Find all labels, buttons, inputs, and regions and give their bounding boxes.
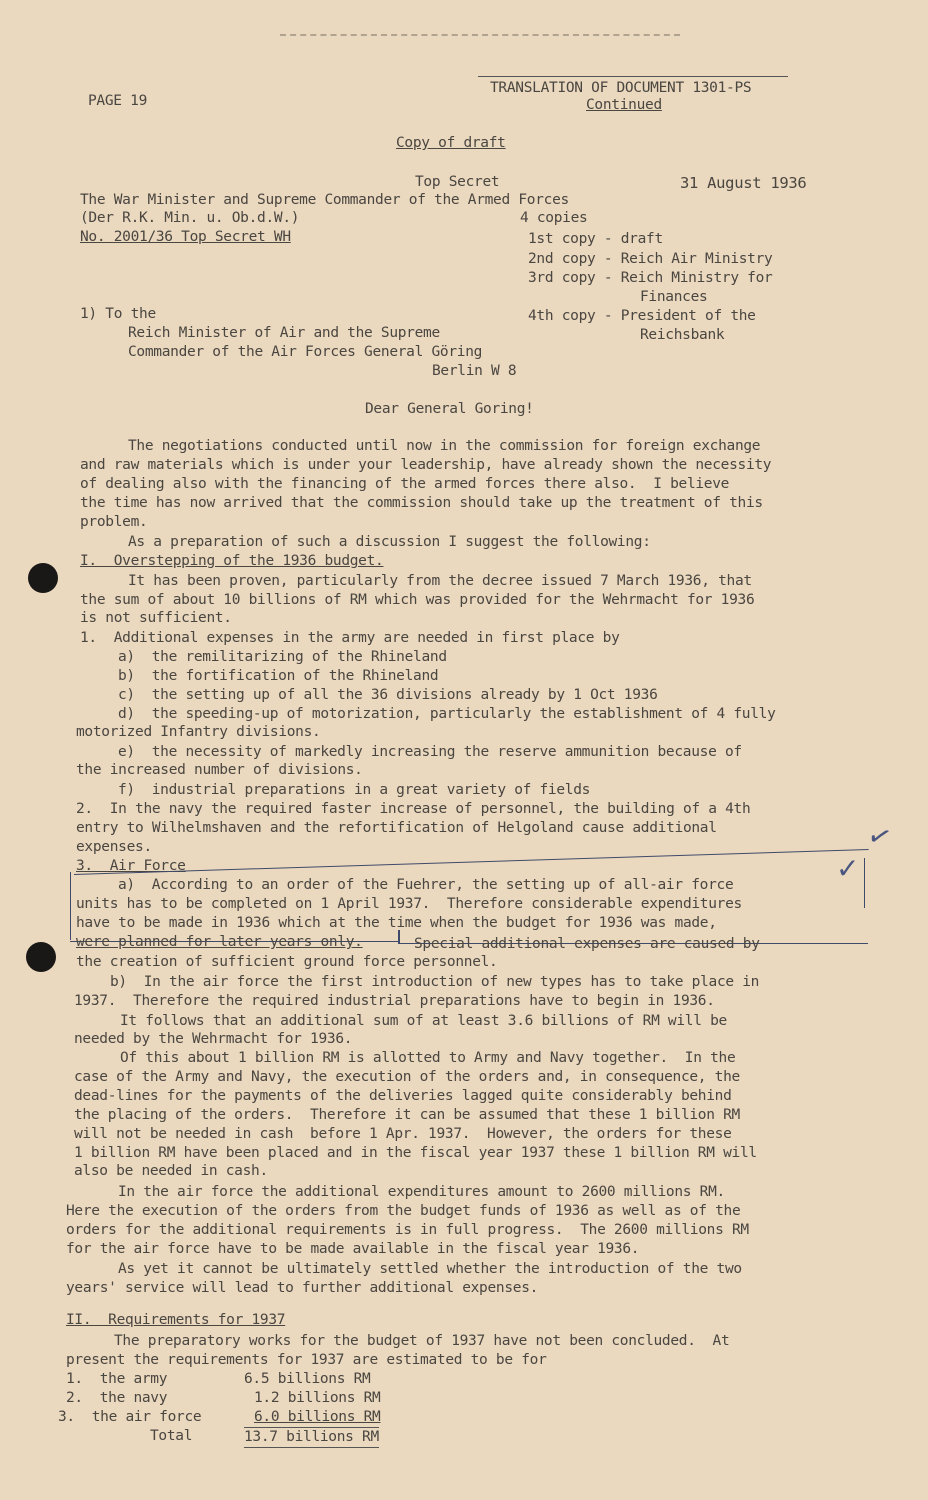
body-line: case of the Army and Navy, the execution of the orders and, in consequence, the — [74, 1069, 740, 1085]
body-line: Of this about 1 billion RM is allotted to Army and Navy together. In the — [120, 1050, 736, 1066]
section-heading: II. Requirements for 1937 — [66, 1312, 286, 1328]
check-mark-icon: ✓ — [836, 852, 860, 885]
body-line: It follows that an additional sum of at least 3.6 billions of RM will be — [120, 1013, 727, 1029]
body-line: also be needed in cash. — [74, 1163, 268, 1179]
pencil-mark — [74, 849, 869, 875]
body-line: the sum of about 10 billions of RM which was provided for the Wehrmacht for 1936 — [80, 592, 755, 608]
sender-line: The War Minister and Supreme Commander of the Armed Forces — [80, 192, 569, 208]
body-line: It has been proven, particularly from the decree issued 7 March 1936, that — [128, 573, 752, 589]
body-line: 2. In the navy the required faster increase of personnel, the building of a 4th — [76, 801, 751, 817]
copy-line: Finances — [640, 289, 708, 305]
salutation: Dear General Goring! — [365, 401, 534, 417]
copy-line: 3rd copy - Reich Ministry for — [528, 270, 773, 286]
body-line: Special additional expenses are caused by — [414, 936, 760, 952]
body-line: of dealing also with the financing of the armed forces there also. I believe — [80, 476, 730, 492]
requirement-value: 1.2 billions RM — [254, 1390, 381, 1406]
body-line: dead-lines for the payments of the deliveries lagged quite considerably behind — [74, 1088, 732, 1104]
pencil-mark — [70, 872, 71, 940]
header-rule — [478, 76, 788, 77]
list-item: b) In the air force the first introduction of new types has to take place in — [110, 974, 760, 990]
body-line: The preparatory works for the budget of 1937 have not been concluded. At — [114, 1333, 730, 1349]
body-line: orders for the additional requirements is in full progress. The 2600 millions RM — [66, 1222, 749, 1238]
list-item: e) the necessity of markedly increasing the reserve ammunition because of — [118, 744, 742, 760]
classification: Top Secret — [415, 174, 500, 190]
copies-count: 4 copies — [520, 210, 588, 226]
body-line: for the air force have to be made available in the fiscal year 1936. — [66, 1241, 640, 1257]
body-line: the increased number of divisions. — [76, 762, 363, 778]
list-item: a) According to an order of the Fuehrer, the setting up of all-air force — [118, 877, 734, 893]
body-line: 1937. Therefore the required industrial preparations have to begin in 1936. — [74, 993, 715, 1009]
body-line: 1 billion RM have been placed and in the fiscal year 1937 these 1 billion RM will — [74, 1145, 757, 1161]
body-line: and raw materials which is under your leadership, have already shown the necessity — [80, 457, 772, 473]
body-line: the placing of the orders. Therefore it can be assumed that these 1 billion RM — [74, 1107, 740, 1123]
body-line: present the requirements for 1937 are estimated to be for — [66, 1352, 547, 1368]
body-line: In the air force the additional expenditures amount to 2600 millions RM. — [118, 1184, 725, 1200]
list-item: a) the remilitarizing of the Rhineland — [118, 649, 447, 665]
requirement-value: 6.5 billions RM — [244, 1371, 371, 1387]
reference-number: No. 2001/36 Top Secret WH — [80, 229, 291, 245]
body-line: problem. — [80, 514, 148, 530]
body-line: 1. Additional expenses in the army are needed in first place by — [80, 630, 620, 646]
list-item: d) the speeding-up of motorization, particularly the establishment of 4 fully — [118, 706, 776, 722]
total-value: 13.7 billions RM — [244, 1427, 379, 1448]
addressee-line: Berlin W 8 — [432, 363, 517, 379]
body-line: motorized Infantry divisions. — [76, 724, 321, 740]
requirement-label: 3. the air force — [58, 1409, 202, 1425]
body-line: expenses. — [76, 839, 152, 855]
continued-label: Continued — [586, 97, 662, 113]
pencil-mark — [864, 858, 865, 908]
body-line: is not sufficient. — [80, 610, 232, 626]
body-line: As yet it cannot be ultimately settled whether the introduction of the two — [118, 1261, 742, 1277]
total-label: Total — [150, 1428, 193, 1444]
top-edge-dashes — [280, 34, 680, 36]
sender-line: (Der R.K. Min. u. Ob.d.W.) — [80, 210, 300, 226]
page-number: PAGE 19 — [88, 93, 148, 109]
body-line: the time has now arrived that the commission should take up the treatment of this — [80, 495, 763, 511]
document-date: 31 August 1936 — [680, 174, 807, 192]
body-line: will not be needed in cash before 1 Apr. 1937. However, the orders for these — [74, 1126, 732, 1142]
copy-line: 2nd copy - Reich Air Ministry — [528, 251, 773, 267]
requirement-value: 6.0 billions RM — [254, 1409, 381, 1425]
requirement-label: 1. the army — [66, 1371, 168, 1387]
body-line: units has to be completed on 1 April 1937. Therefore considerable expenditures — [76, 896, 742, 912]
body-line: have to be made in 1936 which at the time when the budget for 1936 was made, — [76, 915, 717, 931]
copy-line: 4th copy - President of the — [528, 308, 756, 324]
requirement-label: 2. the navy — [66, 1390, 168, 1406]
check-mark-icon: ✓ — [863, 817, 896, 856]
punch-hole — [26, 942, 56, 972]
punch-hole — [28, 563, 58, 593]
section-heading: I. Overstepping of the 1936 budget. — [80, 553, 384, 569]
addressee-line: Commander of the Air Forces General Göring — [128, 344, 483, 360]
subsection-heading: 3. Air Force — [76, 858, 186, 874]
body-line: entry to Wilhelmshaven and the refortification of Helgoland cause additional — [76, 820, 717, 836]
body-line: needed by the Wehrmacht for 1936. — [74, 1031, 353, 1047]
addressee-line: 1) To the — [80, 306, 156, 322]
list-item: f) industrial preparations in a great variety of fields — [118, 782, 591, 798]
body-line: Here the execution of the orders from the budget funds of 1936 as well as of the — [66, 1203, 741, 1219]
copy-line: 1st copy - draft — [528, 231, 663, 247]
copy-line: Reichsbank — [640, 327, 725, 343]
body-line: were planned for later years only. — [76, 934, 363, 950]
body-line: The negotiations conducted until now in the commission for foreign exchange — [128, 438, 761, 454]
translation-title: TRANSLATION OF DOCUMENT 1301-PS — [490, 80, 752, 96]
body-line: As a preparation of such a discussion I suggest the following: — [128, 534, 651, 550]
draft-title: Copy of draft — [396, 135, 506, 151]
list-item: c) the setting up of all the 36 divisions already by 1 Oct 1936 — [118, 687, 658, 703]
list-item: b) the fortification of the Rhineland — [118, 668, 439, 684]
body-line: years' service will lead to further additional expenses. — [66, 1280, 539, 1296]
addressee-line: Reich Minister of Air and the Supreme — [128, 325, 440, 341]
body-line: the creation of sufficient ground force personnel. — [76, 954, 498, 970]
